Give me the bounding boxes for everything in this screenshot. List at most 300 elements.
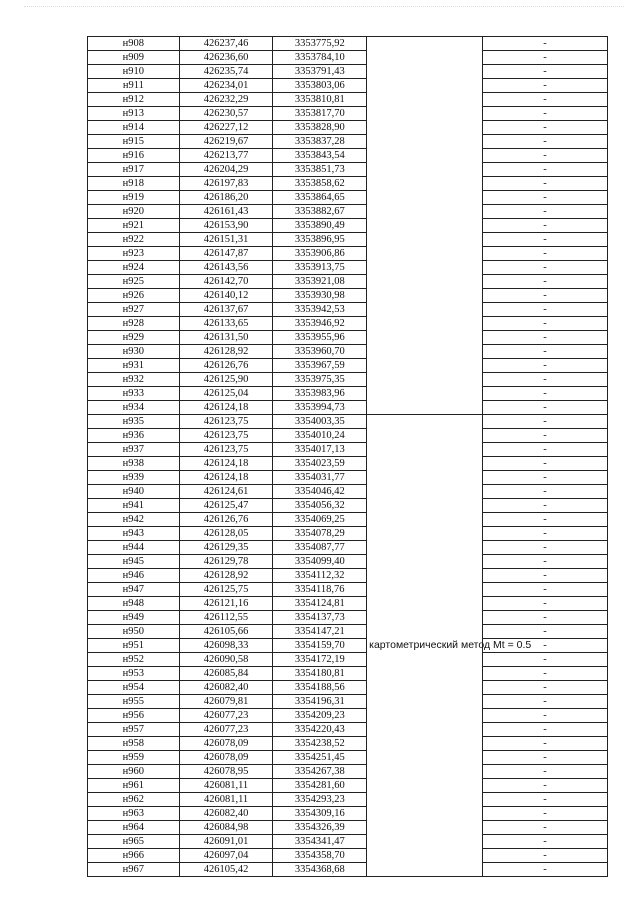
table-row <box>88 863 608 877</box>
y-coordinate-cell: 3354238,52 <box>273 737 367 751</box>
table-row <box>88 513 608 527</box>
x-coordinate-cell: 426082,40 <box>179 807 273 821</box>
description-cell: - <box>483 303 608 317</box>
x-coordinate-cell: 426125,75 <box>179 583 273 597</box>
table-row <box>88 709 608 723</box>
scan-artifact-line <box>24 6 624 11</box>
x-coordinate-cell: 426077,23 <box>179 709 273 723</box>
y-coordinate-cell: 3354099,40 <box>273 555 367 569</box>
point-name-cell: н957 <box>88 723 180 737</box>
y-coordinate-cell: 3353882,67 <box>273 205 367 219</box>
description-cell: - <box>483 429 608 443</box>
table-row <box>88 821 608 835</box>
x-coordinate-cell: 426129,78 <box>179 555 273 569</box>
x-coordinate-cell: 426123,75 <box>179 443 273 457</box>
description-cell: - <box>483 611 608 625</box>
table-row <box>88 275 608 289</box>
table-row <box>88 485 608 499</box>
description-cell: - <box>483 639 608 653</box>
table-row <box>88 331 608 345</box>
table-row <box>88 625 608 639</box>
point-name-cell: н953 <box>88 667 180 681</box>
description-cell: - <box>483 233 608 247</box>
description-cell: - <box>483 93 608 107</box>
description-cell: - <box>483 527 608 541</box>
point-name-cell: н914 <box>88 121 180 135</box>
y-coordinate-cell: 3354196,31 <box>273 695 367 709</box>
y-coordinate-cell: 3353817,70 <box>273 107 367 121</box>
x-coordinate-cell: 426123,75 <box>179 415 273 429</box>
y-coordinate-cell: 3353975,35 <box>273 373 367 387</box>
x-coordinate-cell: 426078,95 <box>179 765 273 779</box>
table-row <box>88 345 608 359</box>
y-coordinate-cell: 3353930,98 <box>273 289 367 303</box>
y-coordinate-cell: 3354358,70 <box>273 849 367 863</box>
x-coordinate-cell: 426128,05 <box>179 527 273 541</box>
x-coordinate-cell: 426124,18 <box>179 401 273 415</box>
description-cell: - <box>483 779 608 793</box>
description-cell: - <box>483 317 608 331</box>
x-coordinate-cell: 426128,92 <box>179 569 273 583</box>
table-row <box>88 737 608 751</box>
point-name-cell: н927 <box>88 303 180 317</box>
table-row <box>88 499 608 513</box>
point-name-cell: н952 <box>88 653 180 667</box>
table-row <box>88 443 608 457</box>
description-cell: - <box>483 457 608 471</box>
description-cell: - <box>483 485 608 499</box>
description-cell: - <box>483 583 608 597</box>
description-cell: - <box>483 359 608 373</box>
point-name-cell: н945 <box>88 555 180 569</box>
point-name-cell: н942 <box>88 513 180 527</box>
x-coordinate-cell: 426125,04 <box>179 387 273 401</box>
description-cell: - <box>483 121 608 135</box>
y-coordinate-cell: 3353967,59 <box>273 359 367 373</box>
x-coordinate-cell: 426124,18 <box>179 457 273 471</box>
table-row <box>88 93 608 107</box>
point-name-cell: н912 <box>88 93 180 107</box>
table-row <box>88 429 608 443</box>
table-row <box>88 541 608 555</box>
point-name-cell: н913 <box>88 107 180 121</box>
table-row <box>88 205 608 219</box>
x-coordinate-cell: 426153,90 <box>179 219 273 233</box>
table-row <box>88 373 608 387</box>
y-coordinate-cell: 3353810,81 <box>273 93 367 107</box>
description-cell: - <box>483 681 608 695</box>
table-row <box>88 37 608 51</box>
point-name-cell: н960 <box>88 765 180 779</box>
point-name-cell: н924 <box>88 261 180 275</box>
description-cell: - <box>483 849 608 863</box>
point-name-cell: н929 <box>88 331 180 345</box>
table-row <box>88 779 608 793</box>
x-coordinate-cell: 426151,31 <box>179 233 273 247</box>
y-coordinate-cell: 3354220,43 <box>273 723 367 737</box>
y-coordinate-cell: 3354326,39 <box>273 821 367 835</box>
table-row <box>88 555 608 569</box>
table-row <box>88 457 608 471</box>
y-coordinate-cell: 3353921,08 <box>273 275 367 289</box>
point-name-cell: н961 <box>88 779 180 793</box>
point-name-cell: н921 <box>88 219 180 233</box>
method-cell-empty <box>367 37 483 415</box>
table-row <box>88 765 608 779</box>
y-coordinate-cell: 3354172,19 <box>273 653 367 667</box>
x-coordinate-cell: 426123,75 <box>179 429 273 443</box>
x-coordinate-cell: 426137,67 <box>179 303 273 317</box>
x-coordinate-cell: 426125,90 <box>179 373 273 387</box>
table-row <box>88 583 608 597</box>
coordinates-table-body <box>88 37 608 877</box>
table-row <box>88 177 608 191</box>
point-name-cell: н917 <box>88 163 180 177</box>
y-coordinate-cell: 3353942,53 <box>273 303 367 317</box>
description-cell: - <box>483 597 608 611</box>
table-row <box>88 233 608 247</box>
point-name-cell: н931 <box>88 359 180 373</box>
y-coordinate-cell: 3354118,76 <box>273 583 367 597</box>
y-coordinate-cell: 3353791,43 <box>273 65 367 79</box>
x-coordinate-cell: 426213,77 <box>179 149 273 163</box>
x-coordinate-cell: 426097,04 <box>179 849 273 863</box>
description-cell: - <box>483 107 608 121</box>
description-cell: - <box>483 723 608 737</box>
y-coordinate-cell: 3353955,96 <box>273 331 367 345</box>
description-cell: - <box>483 751 608 765</box>
y-coordinate-cell: 3353837,28 <box>273 135 367 149</box>
point-name-cell: н954 <box>88 681 180 695</box>
description-cell: - <box>483 541 608 555</box>
y-coordinate-cell: 3354046,42 <box>273 485 367 499</box>
point-name-cell: н936 <box>88 429 180 443</box>
table-row <box>88 149 608 163</box>
point-name-cell: н920 <box>88 205 180 219</box>
y-coordinate-cell: 3354180,81 <box>273 667 367 681</box>
description-cell: - <box>483 765 608 779</box>
table-row <box>88 653 608 667</box>
x-coordinate-cell: 426147,87 <box>179 247 273 261</box>
y-coordinate-cell: 3353843,54 <box>273 149 367 163</box>
x-coordinate-cell: 426124,61 <box>179 485 273 499</box>
description-cell: - <box>483 653 608 667</box>
x-coordinate-cell: 426125,47 <box>179 499 273 513</box>
description-cell: - <box>483 387 608 401</box>
point-name-cell: н926 <box>88 289 180 303</box>
y-coordinate-cell: 3354341,47 <box>273 835 367 849</box>
y-coordinate-cell: 3354293,23 <box>273 793 367 807</box>
description-cell: - <box>483 709 608 723</box>
table-row <box>88 471 608 485</box>
table-row <box>88 793 608 807</box>
y-coordinate-cell: 3354368,68 <box>273 863 367 877</box>
description-cell: - <box>483 401 608 415</box>
point-name-cell: н930 <box>88 345 180 359</box>
point-name-cell: н918 <box>88 177 180 191</box>
y-coordinate-cell: 3353864,65 <box>273 191 367 205</box>
description-cell: - <box>483 737 608 751</box>
y-coordinate-cell: 3353994,73 <box>273 401 367 415</box>
x-coordinate-cell: 426077,23 <box>179 723 273 737</box>
x-coordinate-cell: 426105,66 <box>179 625 273 639</box>
y-coordinate-cell: 3354188,56 <box>273 681 367 695</box>
x-coordinate-cell: 426079,81 <box>179 695 273 709</box>
point-name-cell: н932 <box>88 373 180 387</box>
y-coordinate-cell: 3354147,21 <box>273 625 367 639</box>
y-coordinate-cell: 3354069,25 <box>273 513 367 527</box>
description-cell: - <box>483 471 608 485</box>
table-row <box>88 401 608 415</box>
y-coordinate-cell: 3354017,13 <box>273 443 367 457</box>
x-coordinate-cell: 426090,58 <box>179 653 273 667</box>
description-cell: - <box>483 135 608 149</box>
point-name-cell: н967 <box>88 863 180 877</box>
x-coordinate-cell: 426126,76 <box>179 513 273 527</box>
table-row <box>88 135 608 149</box>
x-coordinate-cell: 426232,29 <box>179 93 273 107</box>
point-name-cell: н925 <box>88 275 180 289</box>
x-coordinate-cell: 426085,84 <box>179 667 273 681</box>
y-coordinate-cell: 3353890,49 <box>273 219 367 233</box>
x-coordinate-cell: 426237,46 <box>179 37 273 51</box>
description-cell: - <box>483 205 608 219</box>
x-coordinate-cell: 426098,33 <box>179 639 273 653</box>
description-cell: - <box>483 219 608 233</box>
x-coordinate-cell: 426081,11 <box>179 793 273 807</box>
description-cell: - <box>483 569 608 583</box>
y-coordinate-cell: 3353828,90 <box>273 121 367 135</box>
table-row <box>88 527 608 541</box>
point-name-cell: н963 <box>88 807 180 821</box>
description-cell: - <box>483 191 608 205</box>
x-coordinate-cell: 426078,09 <box>179 737 273 751</box>
description-cell: - <box>483 261 608 275</box>
table-row <box>88 219 608 233</box>
y-coordinate-cell: 3354078,29 <box>273 527 367 541</box>
x-coordinate-cell: 426126,76 <box>179 359 273 373</box>
table-row <box>88 415 608 429</box>
point-name-cell: н922 <box>88 233 180 247</box>
x-coordinate-cell: 426082,40 <box>179 681 273 695</box>
point-name-cell: н916 <box>88 149 180 163</box>
point-name-cell: н934 <box>88 401 180 415</box>
point-name-cell: н962 <box>88 793 180 807</box>
table-row <box>88 667 608 681</box>
description-cell: - <box>483 79 608 93</box>
point-name-cell: н939 <box>88 471 180 485</box>
coordinates-table <box>87 36 608 877</box>
x-coordinate-cell: 426235,74 <box>179 65 273 79</box>
description-cell: - <box>483 163 608 177</box>
table-row <box>88 835 608 849</box>
description-cell: - <box>483 443 608 457</box>
point-name-cell: н959 <box>88 751 180 765</box>
table-row <box>88 289 608 303</box>
point-name-cell: н933 <box>88 387 180 401</box>
table-row <box>88 121 608 135</box>
description-cell: - <box>483 51 608 65</box>
y-coordinate-cell: 3354309,16 <box>273 807 367 821</box>
x-coordinate-cell: 426142,70 <box>179 275 273 289</box>
point-name-cell: н935 <box>88 415 180 429</box>
y-coordinate-cell: 3354251,45 <box>273 751 367 765</box>
x-coordinate-cell: 426124,18 <box>179 471 273 485</box>
y-coordinate-cell: 3354137,73 <box>273 611 367 625</box>
point-name-cell: н915 <box>88 135 180 149</box>
y-coordinate-cell: 3354087,77 <box>273 541 367 555</box>
x-coordinate-cell: 426143,56 <box>179 261 273 275</box>
point-name-cell: н946 <box>88 569 180 583</box>
point-name-cell: н949 <box>88 611 180 625</box>
x-coordinate-cell: 426133,65 <box>179 317 273 331</box>
y-coordinate-cell: 3353775,92 <box>273 37 367 51</box>
y-coordinate-cell: 3354267,38 <box>273 765 367 779</box>
table-row <box>88 849 608 863</box>
x-coordinate-cell: 426236,60 <box>179 51 273 65</box>
table-row <box>88 107 608 121</box>
x-coordinate-cell: 426128,92 <box>179 345 273 359</box>
x-coordinate-cell: 426091,01 <box>179 835 273 849</box>
point-name-cell: н908 <box>88 37 180 51</box>
x-coordinate-cell: 426230,57 <box>179 107 273 121</box>
table-row <box>88 597 608 611</box>
y-coordinate-cell: 3353803,06 <box>273 79 367 93</box>
description-cell: - <box>483 415 608 429</box>
description-cell: - <box>483 667 608 681</box>
point-name-cell: н937 <box>88 443 180 457</box>
description-cell: - <box>483 695 608 709</box>
description-cell: - <box>483 177 608 191</box>
description-cell: - <box>483 793 608 807</box>
y-coordinate-cell: 3354031,77 <box>273 471 367 485</box>
point-name-cell: н941 <box>88 499 180 513</box>
x-coordinate-cell: 426112,55 <box>179 611 273 625</box>
description-cell: - <box>483 807 608 821</box>
point-name-cell: н923 <box>88 247 180 261</box>
table-row <box>88 611 608 625</box>
description-cell: - <box>483 331 608 345</box>
description-cell: - <box>483 821 608 835</box>
point-name-cell: н964 <box>88 821 180 835</box>
table-row <box>88 65 608 79</box>
description-cell: - <box>483 65 608 79</box>
point-name-cell: н911 <box>88 79 180 93</box>
x-coordinate-cell: 426131,50 <box>179 331 273 345</box>
description-cell: - <box>483 499 608 513</box>
point-name-cell: н955 <box>88 695 180 709</box>
point-name-cell: н928 <box>88 317 180 331</box>
y-coordinate-cell: 3353983,96 <box>273 387 367 401</box>
x-coordinate-cell: 426204,29 <box>179 163 273 177</box>
y-coordinate-cell: 3354112,32 <box>273 569 367 583</box>
point-name-cell: н966 <box>88 849 180 863</box>
description-cell: - <box>483 373 608 387</box>
point-name-cell: н951 <box>88 639 180 653</box>
point-name-cell: н909 <box>88 51 180 65</box>
x-coordinate-cell: 426197,83 <box>179 177 273 191</box>
point-name-cell: н938 <box>88 457 180 471</box>
x-coordinate-cell: 426219,67 <box>179 135 273 149</box>
point-name-cell: н943 <box>88 527 180 541</box>
description-cell: - <box>483 149 608 163</box>
x-coordinate-cell: 426129,35 <box>179 541 273 555</box>
description-cell: - <box>483 345 608 359</box>
x-coordinate-cell: 426227,12 <box>179 121 273 135</box>
x-coordinate-cell: 426105,42 <box>179 863 273 877</box>
table-row <box>88 261 608 275</box>
x-coordinate-cell: 426078,09 <box>179 751 273 765</box>
description-cell: - <box>483 555 608 569</box>
method-cell: картометрический метод Mt = 0.5 <box>367 415 483 877</box>
table-row <box>88 317 608 331</box>
description-cell: - <box>483 835 608 849</box>
description-cell: - <box>483 863 608 877</box>
table-row <box>88 79 608 93</box>
x-coordinate-cell: 426186,20 <box>179 191 273 205</box>
description-cell: - <box>483 247 608 261</box>
point-name-cell: н948 <box>88 597 180 611</box>
y-coordinate-cell: 3354056,32 <box>273 499 367 513</box>
table-row <box>88 569 608 583</box>
y-coordinate-cell: 3353851,73 <box>273 163 367 177</box>
y-coordinate-cell: 3353896,95 <box>273 233 367 247</box>
table-row <box>88 723 608 737</box>
description-cell: - <box>483 625 608 639</box>
table-row <box>88 191 608 205</box>
table-row <box>88 807 608 821</box>
point-name-cell: н965 <box>88 835 180 849</box>
point-name-cell: н919 <box>88 191 180 205</box>
y-coordinate-cell: 3353913,75 <box>273 261 367 275</box>
y-coordinate-cell: 3354281,60 <box>273 779 367 793</box>
point-name-cell: н956 <box>88 709 180 723</box>
table-row <box>88 387 608 401</box>
x-coordinate-cell: 426081,11 <box>179 779 273 793</box>
y-coordinate-cell: 3354023,59 <box>273 457 367 471</box>
x-coordinate-cell: 426161,43 <box>179 205 273 219</box>
x-coordinate-cell: 426084,98 <box>179 821 273 835</box>
point-name-cell: н947 <box>88 583 180 597</box>
y-coordinate-cell: 3354124,81 <box>273 597 367 611</box>
y-coordinate-cell: 3353946,92 <box>273 317 367 331</box>
description-cell: - <box>483 513 608 527</box>
y-coordinate-cell: 3354010,24 <box>273 429 367 443</box>
y-coordinate-cell: 3353784,10 <box>273 51 367 65</box>
description-cell: - <box>483 289 608 303</box>
description-cell: - <box>483 275 608 289</box>
y-coordinate-cell: 3353858,62 <box>273 177 367 191</box>
table-row <box>88 247 608 261</box>
point-name-cell: н910 <box>88 65 180 79</box>
table-row <box>88 751 608 765</box>
y-coordinate-cell: 3353960,70 <box>273 345 367 359</box>
point-name-cell: н950 <box>88 625 180 639</box>
y-coordinate-cell: 3354159,70 <box>273 639 367 653</box>
table-row <box>88 303 608 317</box>
point-name-cell: н958 <box>88 737 180 751</box>
y-coordinate-cell: 3354003,35 <box>273 415 367 429</box>
y-coordinate-cell: 3354209,23 <box>273 709 367 723</box>
table-row <box>88 359 608 373</box>
x-coordinate-cell: 426234,01 <box>179 79 273 93</box>
table-row <box>88 163 608 177</box>
y-coordinate-cell: 3353906,86 <box>273 247 367 261</box>
point-name-cell: н944 <box>88 541 180 555</box>
description-cell: - <box>483 37 608 51</box>
table-row <box>88 51 608 65</box>
table-row <box>88 695 608 709</box>
